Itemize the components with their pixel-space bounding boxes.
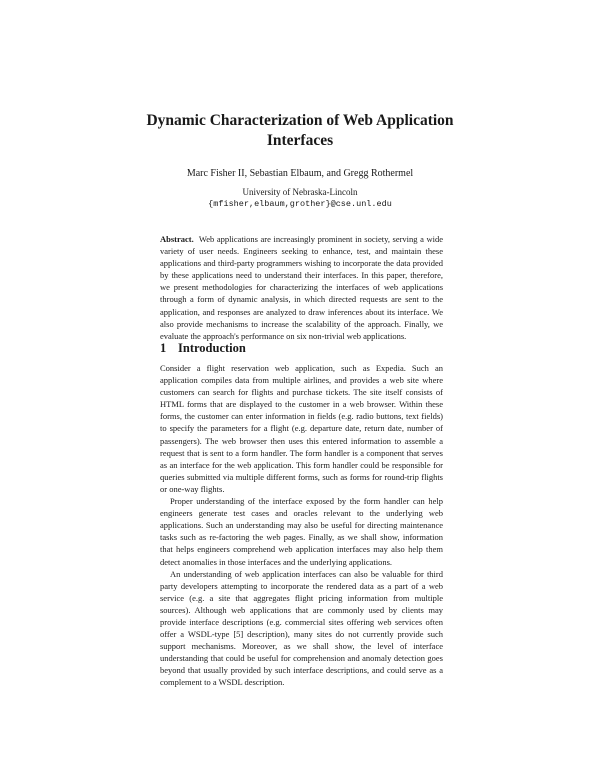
affiliation: University of Nebraska-Lincoln [242,187,358,197]
author-emails: {mfisher,elbaum,grother}@cse.unl.edu [208,199,392,209]
body-paragraph-1: Consider a flight reservation web application, such as Expedia. Such an application compiles data from multiple airlines, and provides a web site where customers can search for flights and purchase tickets. The site itself consists of HTML forms that are displayed to the customer in a web browser. Within these forms, the customer can enter information in fields (e.g. radio buttons, text fields) to specify the parameters for a flight (e.g. departure date, return date, number of passengers). The web browser then uses this entered information to assemble a request that is sent to a form handler. The form handler is a component that serves as an interface for the web application. This form handler could be responsible for queries submitted via multiple different forms, such as forms for round-trip flights or one-way flights. [160,363,443,494]
body-paragraph-2: Proper understanding of the interface exposed by the form handler can help engineers generate test cases and oracles relevant to the underlying web applications. Such an understanding may also be useful for directing maintenance tasks such as re-factoring the web pages. Finally, as we shall show, information that helps engineers comprehend web application interfaces may also help them detect anomalies in those interfaces and the underlying applications. [160,496,443,567]
author-list: Marc Fisher II, Sebastian Elbaum, and Gregg Rothermel [186,168,414,179]
abstract-text: Web applications are increasingly prominent in society, serving a wide variety of user needs. Engineers seeking to enhance, test, and maintain these applications and third-party programmers wishing to incorporate the data provided by these applications need to understand their interfaces. In this paper, therefore, we present methodologies for characterizing the interfaces of web applications through a form of dynamic analysis, in which directed requests are sent to the application, and responses are analyzed to draw inferences about its interface. We also provide mechanisms to increase the scalability of the approach. Finally, we evaluate the approach's performance on six non-trivial web applications. [160,234,443,341]
affiliation-block [100,186,500,210]
paper-title: Dynamic Characterization of Web Application Interfaces [146,112,454,149]
section-body [160,362,443,689]
abstract [160,233,443,342]
section-heading [160,341,443,356]
abstract-label: Abstract. [160,234,194,244]
section-number: 1 [160,341,167,355]
body-paragraph-3: An understanding of web application interfaces can also be valuable for third party developers attempting to incorporate the rendered data as a part of a web service (e.g. a site that aggregates flight pricing information from multiple sources). Although web applications that are commonly used by clients may provide interface descriptions (e.g. commercial sites offering web services often offer a WSDL-type [5] description), many sites do not currently provide such support mechanisms. Moreover, as we shall show, the level of interface understanding that could be useful for comprehension and anomaly detection goes beyond that usually provided by such interface descriptions, and could serve as a complement to a WSDL description. [160,568,443,688]
section-title: Introduction [178,341,246,355]
